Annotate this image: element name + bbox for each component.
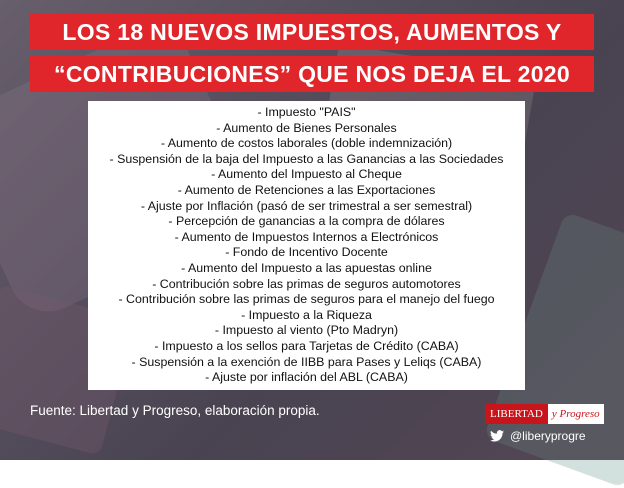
tax-list-item: - Impuesto a la Riqueza [241,307,372,322]
twitter-handle-text: @liberyprogre [510,429,586,443]
twitter-icon [490,430,504,442]
tax-list-item: - Contribución sobre las primas de seguros para el manejo del fuego [118,292,495,307]
tax-list-item: - Percepción de ganancias a la compra de dólares [168,214,445,229]
tax-list-item: - Suspensión a la exención de IIBB para Pases y Leliqs (CABA) [131,354,482,369]
tax-list-item: - Contribución sobre las primas de seguros automotores [152,276,461,291]
source-caption: Fuente: Libertad y Progreso, elaboración propia. [30,403,320,418]
logo-text-left: LIBERTAD [485,404,548,424]
tax-list-item: - Ajuste por Inflación (pasó de ser trimestral a ser semestral) [140,198,473,213]
tax-list-item: - Aumento de Impuestos Internos a Electrónicos [174,229,439,244]
twitter-handle[interactable] [490,429,586,443]
tax-list-item: - Suspensión de la baja del Impuesto a las Ganancias a las Sociedades [109,151,504,166]
tax-list-item: - Aumento de costos laborales (doble indemnización) [160,136,453,151]
tax-list-item: - Aumento del Impuesto a las apuestas online [181,260,432,275]
tax-list-item: - Impuesto a los sellos para Tarjetas de Crédito (CABA) [154,338,459,353]
tax-list-item: - Fondo de Incentivo Docente [225,245,388,260]
tax-list-item: - Aumento de Retenciones a las Exportaciones [177,182,436,197]
tax-list-item: - Ajuste por inflación del ABL (CABA) [205,370,408,385]
title-line-1: LOS 18 NUEVOS IMPUESTOS, AUMENTOS Y [30,14,594,50]
tax-list-item: - Impuesto "PAIS" [257,105,356,119]
title-line-2: “CONTRIBUCIONES” QUE NOS DEJA EL 2020 [30,56,594,92]
tax-list-item: - Aumento del Impuesto al Cheque [211,167,402,182]
logo-text-right: y Progreso [548,404,604,424]
tax-list-item: - Impuesto al viento (Pto Madryn) [214,323,399,338]
brand-logo [485,404,604,424]
tax-list-panel [88,101,525,390]
tax-list-item: - Aumento de Bienes Personales [216,120,397,135]
tax-list [88,101,525,386]
